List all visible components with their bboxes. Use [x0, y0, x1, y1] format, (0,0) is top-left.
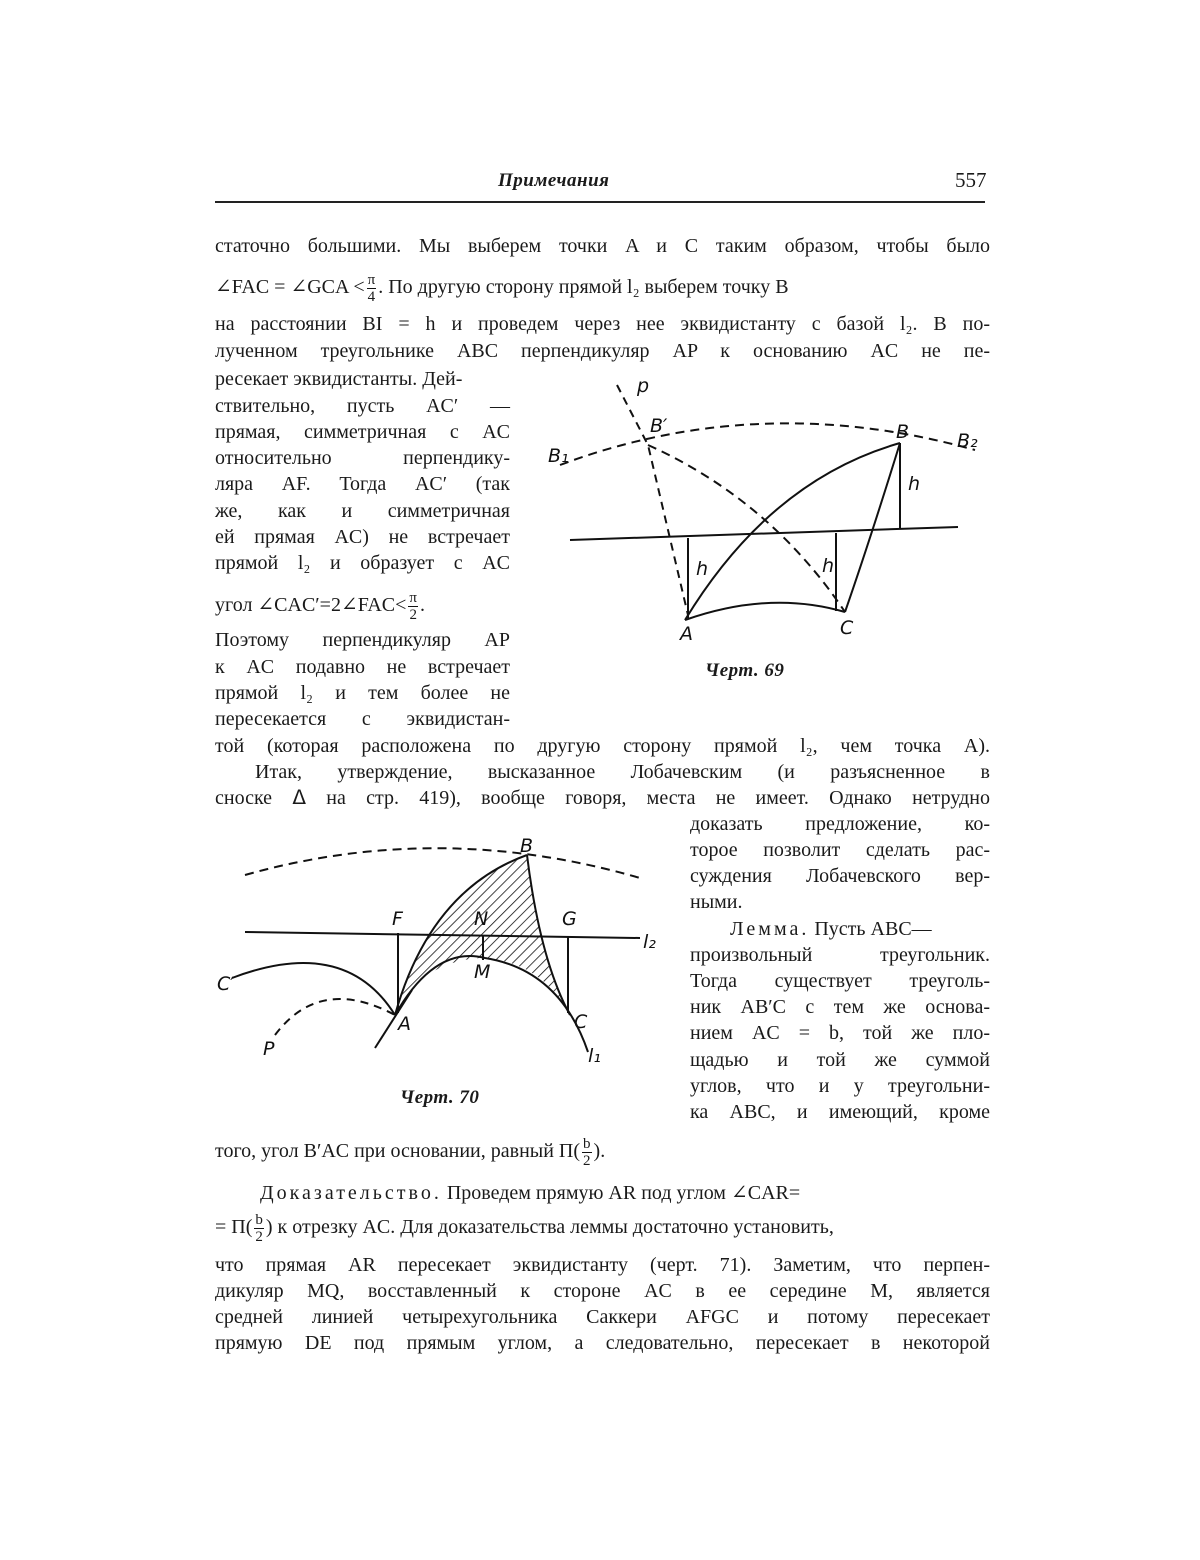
label-c: C: [574, 1011, 588, 1033]
text-line: доказать предложение, ко-: [690, 813, 990, 835]
text-fragment: .: [420, 594, 425, 617]
text-line: [215, 1136, 990, 1169]
text-line: к AC подавно не встречает: [215, 656, 510, 678]
line-l2: [570, 527, 958, 540]
text-line: Поэтому перпендикуляр AP: [215, 629, 510, 651]
text-line: ными.: [690, 891, 743, 913]
label-cprime: C′: [217, 973, 235, 995]
label-h: h: [822, 555, 835, 577]
text-line: суждения Лобачевского вер-: [690, 865, 990, 887]
text-line: сноске ᐃ на стр. 419), вообще говоря, места не имеет. Однако нетрудно: [215, 787, 990, 809]
label-a: A: [398, 1013, 411, 1035]
text-line: Тогда существует треуголь-: [690, 970, 990, 992]
dashed-bprime-c: [648, 445, 845, 612]
text-fragment: Пусть ABC—: [814, 918, 932, 940]
fraction-denominator: 2: [583, 1153, 591, 1169]
text-fragment: того, угол B′AC при основании, равный П(: [215, 1140, 581, 1163]
text-line: ляра AF. Тогда AC′ (так: [215, 473, 510, 495]
text-line: ресекает эквидистанты. Дей-: [215, 368, 463, 390]
fraction: [408, 590, 418, 623]
text-line: углов, что и у треугольни-: [690, 1075, 990, 1097]
text-line: пересекается с эквидистан-: [215, 708, 510, 730]
text-line: нием AC = b, той же пло-: [690, 1022, 990, 1044]
text-line: ка ABC, и имеющий, кроме: [690, 1101, 990, 1123]
figure-69-caption: Черт. 69: [705, 660, 785, 681]
text-line: же, как и симметричная: [215, 500, 510, 522]
equidistant-curve: [560, 423, 975, 465]
side-ab: [685, 443, 900, 620]
label-g: G: [562, 908, 577, 930]
text-line: той (которая расположена по другую сторону прямой l₂, чем точка A).: [215, 735, 990, 757]
text-line: [215, 1212, 990, 1245]
fraction: [367, 272, 377, 305]
text-line: ей прямая AC) не встречает: [215, 526, 510, 548]
label-b1: B₁: [548, 445, 569, 467]
text-line: [260, 1180, 990, 1206]
label-l1: l₁: [588, 1045, 601, 1067]
label-p: p: [637, 375, 650, 397]
equidistant-curve: [245, 848, 640, 878]
text-line: Итак, утверждение, высказанное Лобачевским (и разъясненное в: [255, 761, 990, 783]
figure-70-caption: Черт. 70: [400, 1087, 480, 1108]
fraction-numerator: b: [583, 1136, 591, 1152]
formula-text: ∠FAC = ∠GCA <: [215, 276, 365, 299]
fraction-denominator: 2: [255, 1229, 263, 1245]
fraction-numerator: b: [255, 1212, 263, 1228]
curve-cprime: [232, 963, 395, 1015]
label-b: B: [520, 835, 534, 857]
label-f: F: [392, 908, 403, 930]
label-p: P: [263, 1038, 275, 1060]
text-line: прямой l₂ и тем более не: [215, 682, 510, 704]
label-h: h: [908, 473, 921, 495]
page-number: 557: [955, 168, 987, 192]
text-line: торое позволит сделать рас-: [690, 839, 990, 861]
text-line: [730, 916, 990, 942]
fraction-denominator: 2: [409, 607, 417, 623]
fraction-numerator: π: [367, 272, 376, 288]
text-line: относительно перпендику-: [215, 447, 510, 469]
label-h: h: [696, 558, 709, 580]
label-bprime: B′: [650, 415, 668, 437]
formula-text: угол ∠CAC′=2∠FAC<: [215, 594, 407, 617]
lemma-heading: Лемма.: [730, 918, 810, 940]
side-ac: [685, 603, 845, 620]
header-rule: [215, 201, 985, 203]
text-line: [215, 272, 990, 305]
text-line: [215, 590, 510, 623]
text-line: ник AB′C с тем же основа-: [690, 996, 990, 1018]
proof-heading: Доказательство.: [260, 1182, 442, 1204]
text-line: щадью и той же суммой: [690, 1049, 990, 1071]
text-line: статочно большими. Мы выберем точки A и C таким образом, чтобы было: [215, 235, 990, 257]
label-n: N: [474, 908, 489, 930]
figure-69: [540, 370, 990, 660]
text-fragment: Проведем прямую AR под углом ∠CAR=: [446, 1182, 801, 1204]
text-fragment: = П(: [215, 1216, 253, 1239]
text-line: прямая, симметричная с AC: [215, 421, 510, 443]
fraction-denominator: 4: [367, 289, 376, 305]
fraction: [254, 1212, 264, 1245]
text-line: на расстоянии BI = h и проведем через нее эквидистанту с базой l₂. В по-: [215, 313, 990, 335]
fraction-numerator: π: [409, 590, 417, 606]
text-line: средней линией четырехугольника Саккери AFGC и потому пересекает: [215, 1306, 990, 1328]
text-line: прямую DE под прямым углом, а следовательно, пересекает в некоторой: [215, 1332, 990, 1354]
side-bc: [845, 443, 900, 612]
text-line: прямой l₂ и образует с AC: [215, 552, 510, 574]
label-m: M: [474, 961, 491, 983]
text-fragment: ) к отрезку AC. Для доказательства леммы достаточно установить,: [265, 1216, 834, 1239]
figure-70: [210, 825, 680, 1075]
text-line: произвольный треугольник.: [690, 944, 990, 966]
label-b: B: [896, 421, 910, 443]
text-line: дикуляр MQ, восставленный к стороне AC в ее середине M, является: [215, 1280, 990, 1302]
label-l2: l₂: [643, 931, 656, 953]
text-line: ствительно, пусть AC′ —: [215, 395, 510, 417]
text-fragment: ).: [593, 1140, 606, 1163]
fraction: [582, 1136, 592, 1169]
label-a: A: [680, 623, 693, 645]
running-header: Примечания: [498, 170, 610, 191]
label-c: C: [840, 617, 854, 639]
text-fragment: . По другую сторону прямой l₂ выберем точку B: [378, 276, 789, 299]
text-line: что прямая AR пересекает эквидистанту (черт. 71). Заметим, что перпен-: [215, 1254, 990, 1276]
text-line: лученном треугольнике ABC перпендикуляр AP к основанию AC не пе-: [215, 340, 990, 362]
label-b2: B₂: [957, 430, 978, 452]
dashed-ap: [275, 999, 395, 1035]
